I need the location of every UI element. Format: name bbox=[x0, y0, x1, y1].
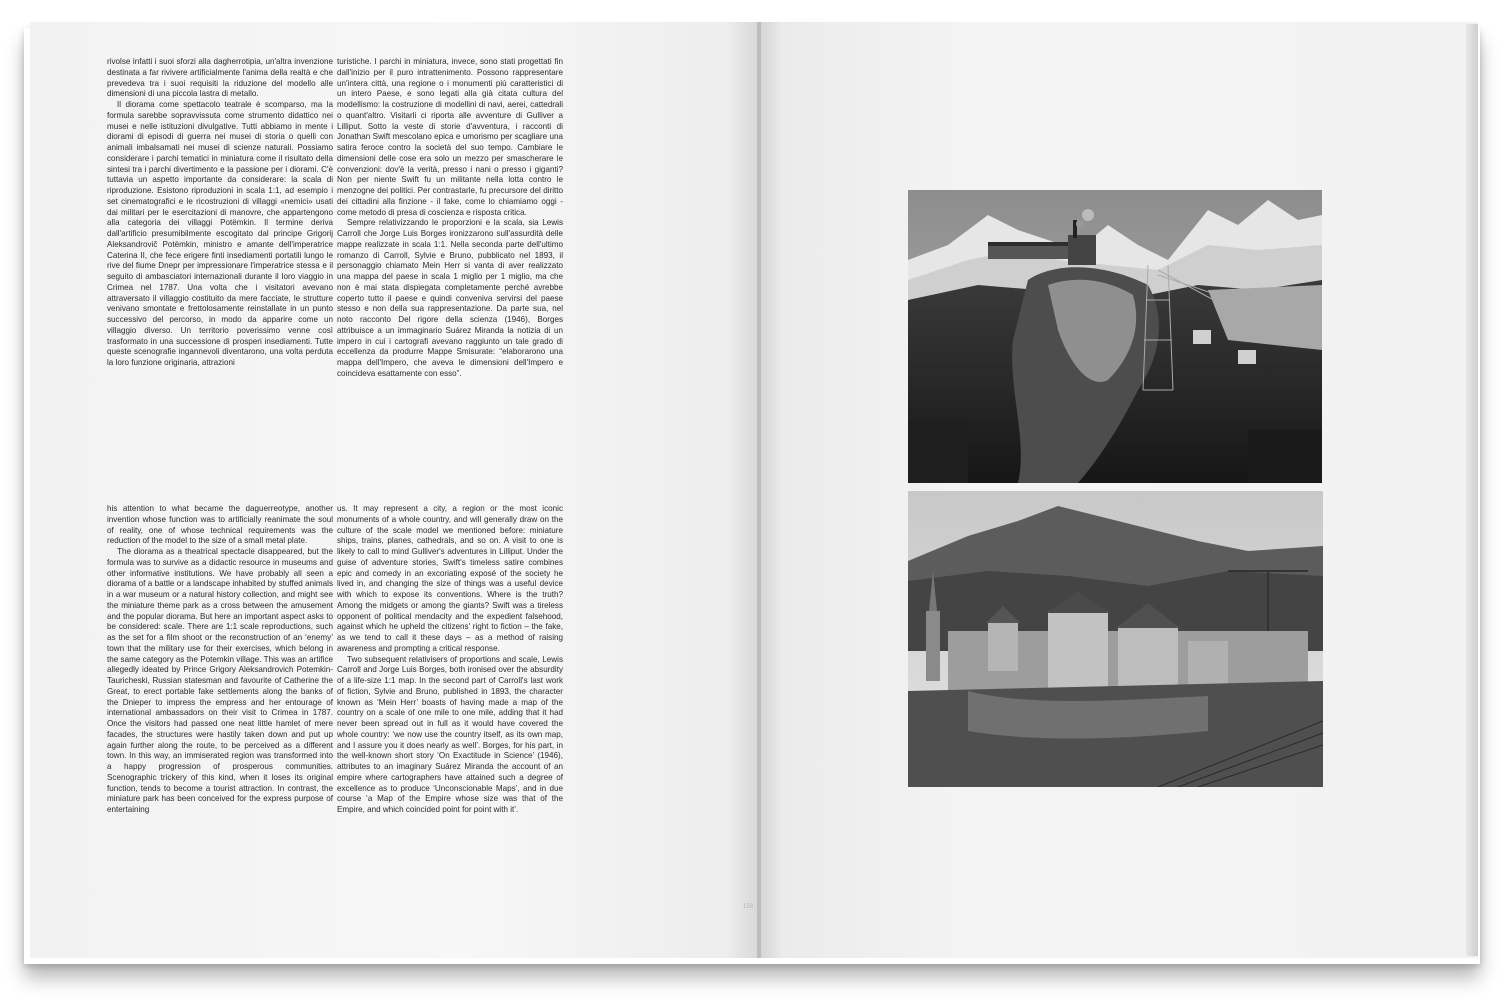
italian-column-1 bbox=[107, 57, 333, 369]
paragraph: his attention to what became the daguerreotype, another invention whose function was to artificially reanimate the soul of reality, one of whose technical requirements was the reduction of the model to the size of a small metal plate. bbox=[107, 504, 333, 546]
english-column-1 bbox=[107, 504, 333, 816]
paragraph: Two subsequent relativisers of proportions and scale, Lewis Carroll and Jorge Luis Borges, both ironised over the absurdity of a life-size 1:1 map. In the second part of Carroll's last work of fiction, Sylvie and Bruno, published in 1893, the character known as ‘Mein Herr’ boasts of having made a map of the country on a scale of one mile to one mile, adding that it had never been spread out in full as it would have covered the whole country: ‘we now use the country itself, as its own map, and I assure you it does nearly as well’. Borges, for his part, in the well-known short story ‘On Exactitude in Science’ (1946), attributes to an imaginary Suárez Miranda the account of an empire where cartographers have attained such a degree of excellence as to produce ‘Unconscionable Maps’, and in due course ‘a Map of the Empire whose size was that of the Empire, and which coincided point for point with it’. bbox=[337, 654, 563, 814]
left-page bbox=[30, 22, 757, 958]
miniature-castle-photo bbox=[908, 491, 1323, 787]
page-edge bbox=[1466, 24, 1478, 956]
miniature-castle-image bbox=[908, 491, 1323, 787]
italian-column-2 bbox=[337, 57, 563, 380]
paragraph: The diorama as a theatrical spectacle disappeared, but the formula was to survive as a didactic resource in museums and other informative institutions. We have probably all seen a diorama of a battle or a landscape inhabited by stuffed animals in a war museum or a natural history collection, and might see the miniature theme park as a cross between the amusement and the popular diorama. But here an important aspect asks to be considered: scale. There are 1:1 scale reproductions, such as the set for a film shoot or the reconstruction of an ‘enemy’ town that the military use for their exercises, which belong in the same category as the Potemkin village. This was an artifice allegedly ideated by Prince Grigory Aleksandrovich Potemkin-Tauricheski, Russian statesman and favourite of Catherine the Great, to erect portable fake settlements along the banks of the Dnieper to impress the empress and her entourage of international ambassadors on their visit to Crimea in 1787. Once the visitors had passed one neat little hamlet of mere facades, the structures were hastily taken down and put up again further along the route, to be perceived as a different town. In this way, an immiserated region was transformed into a happy progression of prosperous communities. Scenographic trickery of this kind, when it loses its original function, tends to become a tourist attraction. In contrast, the miniature park has been conceived for the express purpose of entertaining bbox=[107, 547, 333, 814]
right-page bbox=[761, 22, 1478, 958]
page-number: 158 bbox=[743, 904, 754, 910]
english-column-2 bbox=[337, 504, 563, 816]
paragraph: us. It may represent a city, a region or the most iconic monuments of a whole country, and will generally draw on the culture of the scale model we mentioned before: miniature ships, trains, planes, cathedrals, and so on. A visit to one is likely to call to mind Gulliver's adventures in Lilliput. Under the guise of adventure stories, Swift's timeless satire combines epic and comedy in an excoriating exposé of the society he lived in, and changing the size of things was a useful device with which to expose its conventions. Where is the truth? Among the midgets or among the giants? Swift was a tireless opponent of political mendacity and the expedient falsehood, against which he upheld the citizens' right to fiction – the fake, as we tend to call it these days – as a method of raising awareness and prompting a critical response. bbox=[337, 504, 563, 653]
paragraph: Il diorama come spettacolo teatrale è scomparso, ma la formula sarebbe sopravvissuta come strumento didattico nei musei e nelle istituzioni divulgative. Tutti abbiamo in mente i diorami di episodi di guerra nei musei di storia o quelli con animali imbalsamati nei musei di scienze naturali. Possiamo considerare i parchi tematici in miniatura come il risultato della sintesi tra i parchi divertimento e la passione per i diorami. C'è tuttavia un aspetto importante da considerare: la scala di riproduzione. Esistono riproduzioni in scala 1:1, ad esempio i set cinematografici e le ricostruzioni di villaggi «nemici» usati dai militari per le esercitazioni di manovre, che appartengono alla categoria dei villaggi Potëmkin. Il termine deriva dall'artificio presumibilmente escogitato dal principe Grigorij Aleksandrovič Potëmkin, ministro e amante dell'imperatrice Caterina II, che fece erigere finti insediamenti portatili lungo le rive del fiume Dnepr per impressionare l'imperatrice stessa e il seguito di ambasciatori internazionali durante il loro viaggio in Crimea nel 1787. Una volta che i visitatori avevano attraversato il villaggio costituito da mere facciate, le strutture venivano smontate e frettolosamente reinstallate in un punto successivo del percorso, in modo da apparire come un villaggio diverso. Un territorio poverissimo venne così trasformato in una successione di prosperi insediamenti. Tutte queste scenografie ingannevoli diventarono, una volta perduta la loro funzione originaria, attrazioni bbox=[107, 100, 333, 367]
mountain-collage-photo bbox=[908, 190, 1322, 483]
mountain-collage-image bbox=[908, 190, 1322, 483]
paragraph: turistiche. I parchi in miniatura, invece, sono stati progettati fin dall'inizio per il puro intrattenimento. Possono rappresentare un'intera città, una regione o i monumenti più caratteristici di un intero Paese, e sono legati alla già citata cultura del modellismo: la costruzione di modellini di navi, aerei, cattedrali o quant'altro. Visitarli ci riporta alle avventure di Gulliver a Lilliput. Sotto la veste di storie d'avventura, i racconti di Jonathan Swift mescolano epica e umorismo per scagliare una satira feroce contro la società del suo tempo. Cambiare le dimensioni delle cose era solo un mezzo per smascherare le convenzioni: dov'è la verità, presso i nani o presso i giganti? Non per niente Swift fu un militante nella lotta contro le menzogne dei politici. Per contrastarle, fu precursore del diritto dei cittadini alla finzione - il fake, come lo chiamiamo oggi - come metodo di presa di coscienza e risposta critica. bbox=[337, 57, 563, 217]
paragraph: Sempre relativizzando le proporzioni e la scala, sia Lewis Carroll che Jorge Luis Borges ironizzarono sull'assurdità delle mappe realizzate in scala 1:1. Nella seconda parte dell'ultimo romanzo di Carroll, Sylvie e Bruno, pubblicato nel 1893, il personaggio chiamato Mein Herr si vanta di aver realizzato una mappa del paese in scala 1 miglio per 1 miglio, ma che non è mai stata dispiegata completamente perché avrebbe coperto tutto il paese e quindi conveniva servirsi del paese stesso e non della sua rappresentazione. Da parte sua, nel noto racconto Del rigore della scienza (1946), Borges attribuisce a un immaginario Suárez Miranda la notizia di un impero in cui i cartografi avevano raggiunto un tale grado di eccellenza da produrre Mappe Smisurate: “elaborarono una mappa dell'Impero, che aveva le dimensioni dell'Impero e coincideva esattamente con esso”. bbox=[337, 218, 563, 378]
paragraph: rivolse infatti i suoi sforzi alla dagherrotipia, un'altra invenzione destinata a far rivivere artificialmente l'anima della realtà e che prevedeva tra i suoi requisiti la riduzione del modello alle dimensioni di una piccola lastra di metallo. bbox=[107, 57, 333, 99]
